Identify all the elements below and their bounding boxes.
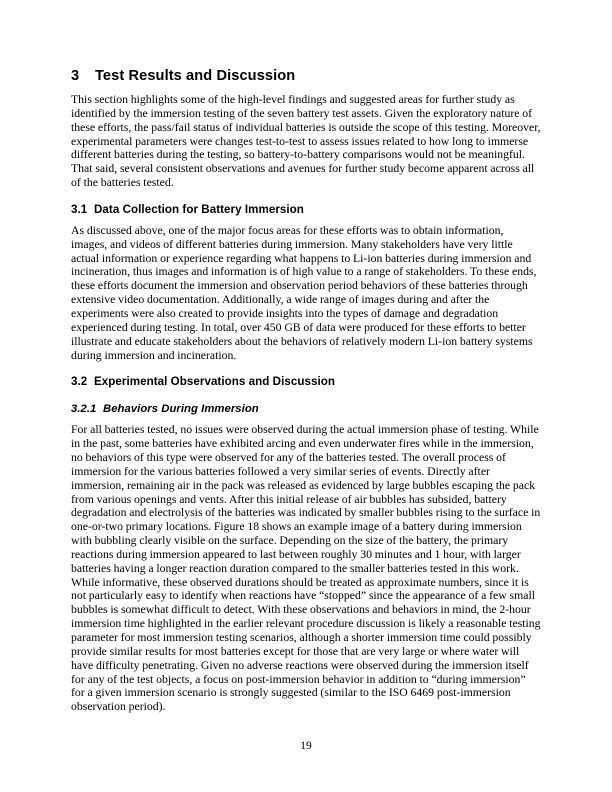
section-number-3-2: 3.2 [71,375,88,389]
section-title-3-2: Experimental Observations and Discussion [94,375,336,389]
section-number-3: 3 [71,68,80,84]
page-content [71,68,541,714]
section-heading-3 [71,68,541,85]
section-title-3-2-1: Behaviors During Immersion [103,403,259,416]
page-footer [0,739,612,753]
section-heading-3-2-1 [71,402,541,416]
section-heading-3-1 [71,203,541,217]
section-heading-3-2 [71,375,541,389]
section-3-2-1-paragraph-1: For all batteries tested, no issues were observed during the actual immersion phase of testing. While in the past, some batteries have exhibited arcing and even underwater fires while in the immersion, no behaviors of this type were observed for any of the batteries tested. The overall process of immersion for the various batteries followed a very similar series of events. Directly after immersion, remaining air in the pack was released as evidenced by large bubbles escaping the pack from various openings and vents. After this initial release of air bubbles has subsided, battery degradation and electrolysis of the batteries was indicated by smaller bubbles rising to the surface in one-or-two primary locations. Figure 18 shows an example image of a battery during immersion with bubbling clearly visible on the surface. Depending on the size of the battery, the primary reactions during immersion appeared to last between roughly 30 minutes and 1 hour, with larger batteries having a longer reaction duration compared to the smaller batteries tested in this work. While informative, these observed durations should be treated as approximate numbers, since it is not particularly easy to identify when reactions have “stopped” since the appearance of a few small bubbles is somewhat difficult to detect. With these observations and behaviors in mind, the 2-hour immersion time highlighted in the earlier relevant procedure discussion is likely a reasonable testing parameter for most immersion testing scenarios, although a shorter immersion time could possibly provide similar results for most batteries except for those that are very large or where water will have difficulty penetrating. Given no adverse reactions were observed during the immersion itself for any of the test objects, a focus on post-immersion behavior in addition to “during immersion” for a given immersion scenario is strongly suggested (similar to the ISO 6469 post-immersion observation period). [71,423,541,714]
section-3-1-paragraph-1: As discussed above, one of the major focus areas for these efforts was to obtain information, images, and videos of different batteries during immersion. Many stakeholders have very little actual information or experience regarding what happens to Li-ion batteries during immersion and incineration, thus images and information is of high value to a range of stakeholders. To these ends, these efforts document the immersion and observation period behaviors of these batteries through extensive video documentation. Additionally, a wide range of images during and after the experiments were also created to provide insights into the types of damage and degradation experienced during testing. In total, over 450 GB of data were produced for these efforts to better illustrate and educate stakeholders about the behaviors of relatively modern Li-ion battery systems during immersion and incineration. [71,223,537,362]
section-number-3-2-1: 3.2.1 [71,403,97,416]
section-title-3-1: Data Collection for Battery Immersion [94,202,304,216]
section-3-paragraph-1: This section highlights some of the high-level findings and suggested areas for further study as identified by the immersion testing of the seven battery test assets. Given the exploratory nature of these efforts, the pass/fail status of individual batteries is outside the scope of this testing. Moreover, experimental parameters were changes test-to-test to assess issues related to how long to immerse different batteries during the testing, so battery-to-battery comparisons would not be meaningful. That said, several consistent observations and avenues for further study become apparent across all of the batteries tested. [71,93,541,190]
section-title-3: Test Results and Discussion [95,68,296,84]
section-number-3-1: 3.1 [71,202,88,216]
page-number: 19 [300,740,312,752]
